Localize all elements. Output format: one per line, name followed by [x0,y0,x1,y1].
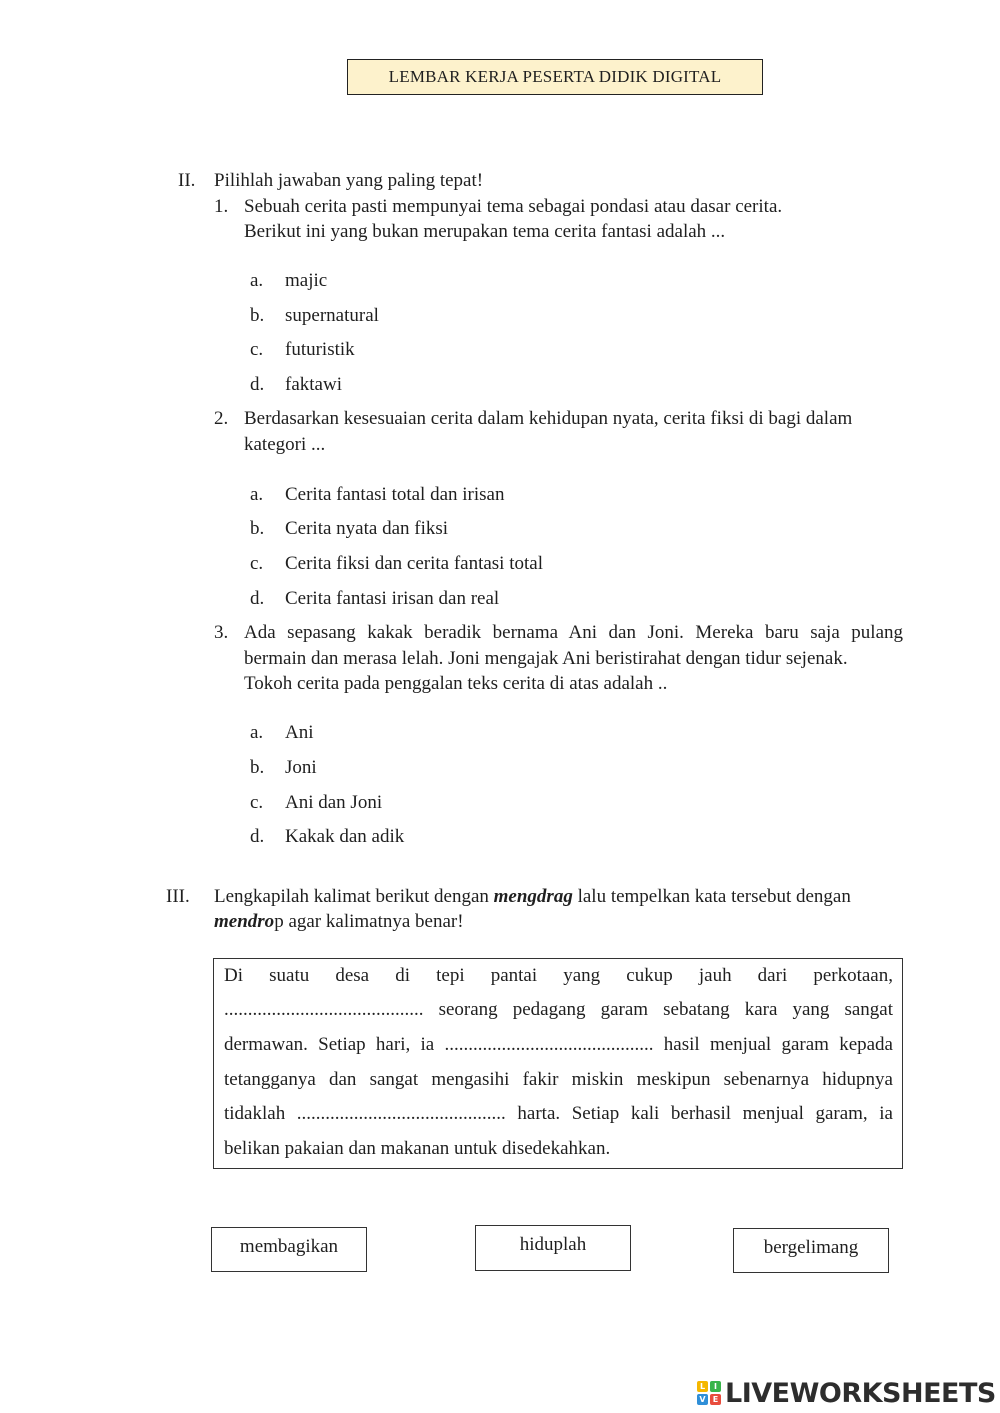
worksheet-title: LEMBAR KERJA PESERTA DIDIK DIGITAL [347,59,763,95]
q3-option-c-letter[interactable]: c. [250,792,264,813]
q2-option-a[interactable]: Cerita fantasi total dan irisan [285,484,505,505]
q2-option-b[interactable]: Cerita nyata dan fiksi [285,518,449,539]
question-1-line-2: Berikut ini yang bukan merupakan tema cerita fantasi adalah ... [244,221,726,242]
q1-option-c[interactable]: futuristik [285,339,355,360]
question-1-number: 1. [214,196,229,217]
liveworksheets-logo [697,1379,996,1407]
q2-option-b-letter[interactable]: b. [250,518,265,539]
passage-line-6: belikan pakaian dan makanan untuk disedekahkan. [224,1138,611,1159]
q3-option-d[interactable]: Kakak dan adik [285,826,405,847]
q1-option-a-letter[interactable]: a. [250,270,264,291]
q3-option-a-letter[interactable]: a. [250,722,264,743]
passage-line-3[interactable]: dermawan. Setiap hari, ia ............................................ hasil menjual garam kepada [224,1034,893,1055]
liveworksheets-logo-icon: L I V E [697,1381,721,1405]
q3-option-a[interactable]: Ani [285,722,314,743]
question-3-line-3: Tokoh cerita pada penggalan teks cerita di atas adalah .. [244,673,668,694]
drag-word-hiduplah[interactable]: hiduplah [475,1225,631,1271]
q3-option-c[interactable]: Ani dan Joni [285,792,383,813]
q3-option-b[interactable]: Joni [285,757,317,778]
question-3-line-2: bermain dan merasa lelah. Joni mengajak Ani beristirahat dengan tidur sejenak. [244,648,848,669]
q1-option-b[interactable]: supernatural [285,305,379,326]
q1-option-d[interactable]: faktawi [285,374,342,395]
passage-line-1: Di suatu desa di tepi pantai yang cukup jauh dari perkotaan, [224,965,893,986]
section-3-instruction-line-1: Lengkapilah kalimat berikut dengan mengdrag lalu tempelkan kata tersebut dengan [214,886,851,907]
passage-line-4: tetangganya dan sangat mengasihi fakir miskin meskipun sebenarnya hidupnya [224,1069,893,1090]
q1-option-a[interactable]: majic [285,270,328,291]
question-3-line-1: Ada sepasang kakak beradik bernama Ani dan Joni. Mereka baru saja pulang [244,622,903,643]
liveworksheets-logo-text: LIVEWORKSHEETS [725,1377,996,1409]
drag-word-bergelimang[interactable]: bergelimang [733,1228,889,1273]
passage-line-2[interactable]: .......................................... seorang pedagang garam sebatang kara yang sangat [224,999,893,1020]
q2-option-d[interactable]: Cerita fantasi irisan dan real [285,588,500,609]
passage-box [213,958,903,1169]
q3-option-d-letter[interactable]: d. [250,826,265,847]
section-2-instruction: Pilihlah jawaban yang paling tepat! [214,170,484,191]
q1-option-c-letter[interactable]: c. [250,339,264,360]
passage-line-5[interactable]: tidaklah ............................................ harta. Setiap kali berhasil menjual garam, ia [224,1103,893,1124]
q1-option-b-letter[interactable]: b. [250,305,265,326]
q2-option-c-letter[interactable]: c. [250,553,264,574]
question-1-line-1: Sebuah cerita pasti mempunyai tema sebagai pondasi atau dasar cerita. [244,196,783,217]
section-3-instruction-line-2: mendrop agar kalimatnya benar! [214,911,464,932]
question-3-number: 3. [214,622,229,643]
q3-option-b-letter[interactable]: b. [250,757,265,778]
section-3-numeral: III. [166,886,190,907]
q1-option-d-letter[interactable]: d. [250,374,265,395]
question-2-line-1: Berdasarkan kesesuaian cerita dalam kehidupan nyata, cerita fiksi di bagi dalam [244,408,853,429]
section-2-numeral: II. [178,170,196,191]
question-2-number: 2. [214,408,229,429]
q2-option-c[interactable]: Cerita fiksi dan cerita fantasi total [285,553,543,574]
q2-option-d-letter[interactable]: d. [250,588,265,609]
drag-word-membagikan[interactable]: membagikan [211,1227,367,1272]
question-2-line-2: kategori ... [244,434,326,455]
q2-option-a-letter[interactable]: a. [250,484,264,505]
